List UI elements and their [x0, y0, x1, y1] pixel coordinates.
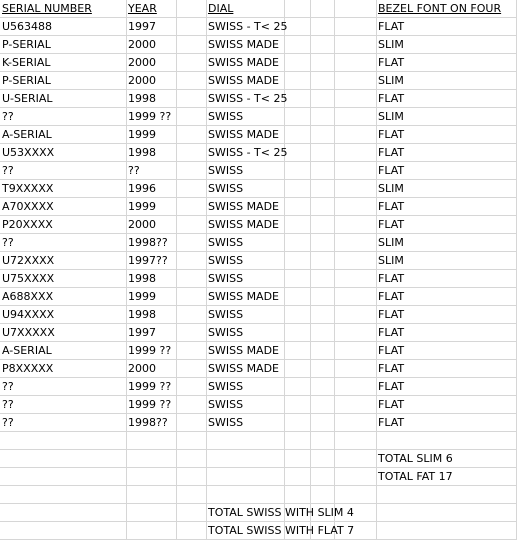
- header-cell[interactable]: [284, 0, 286, 18]
- table-cell[interactable]: [126, 504, 128, 522]
- table-cell[interactable]: SWISS: [208, 254, 244, 267]
- table-cell[interactable]: [334, 288, 336, 306]
- table-cell[interactable]: SWISS MADE: [208, 56, 280, 69]
- table-cell[interactable]: SWISS: [208, 398, 244, 411]
- table-cell[interactable]: [176, 360, 178, 378]
- table-cell[interactable]: [0, 504, 2, 522]
- table-cell[interactable]: [284, 288, 286, 306]
- table-cell[interactable]: P-SERIAL: [2, 74, 51, 87]
- table-cell[interactable]: SLIM: [378, 110, 404, 123]
- table-cell[interactable]: [334, 342, 336, 360]
- table-cell[interactable]: SWISS MADE: [208, 38, 280, 51]
- table-cell[interactable]: [334, 54, 336, 72]
- table-cell[interactable]: [334, 72, 336, 90]
- table-cell[interactable]: [284, 378, 286, 396]
- table-cell[interactable]: FLAT: [378, 398, 405, 411]
- table-cell[interactable]: [176, 234, 178, 252]
- table-cell[interactable]: [176, 54, 178, 72]
- table-cell[interactable]: [310, 54, 312, 72]
- table-cell[interactable]: [206, 468, 208, 486]
- table-cell[interactable]: [176, 126, 178, 144]
- table-cell[interactable]: P8XXXXX: [2, 362, 54, 375]
- table-cell[interactable]: [176, 108, 178, 126]
- table-cell[interactable]: [176, 18, 178, 36]
- table-cell[interactable]: [126, 522, 128, 540]
- table-cell[interactable]: SWISS MADE: [208, 218, 280, 231]
- table-cell[interactable]: [334, 504, 336, 522]
- table-cell[interactable]: [176, 90, 178, 108]
- header-cell[interactable]: [310, 0, 312, 18]
- table-cell[interactable]: [310, 198, 312, 216]
- table-cell[interactable]: [334, 108, 336, 126]
- table-row: [0, 162, 517, 180]
- table-cell[interactable]: 2000: [128, 362, 156, 375]
- table-cell[interactable]: 2000: [128, 74, 156, 87]
- table-cell[interactable]: [310, 288, 312, 306]
- table-cell[interactable]: [176, 72, 178, 90]
- table-cell[interactable]: [310, 270, 312, 288]
- table-cell[interactable]: SWISS MADE: [208, 362, 280, 375]
- header-cell[interactable]: YEAR: [128, 2, 157, 15]
- table-cell[interactable]: SWISS MADE: [208, 128, 280, 141]
- table-cell[interactable]: [334, 270, 336, 288]
- table-cell[interactable]: 1999 ??: [128, 344, 172, 357]
- table-cell[interactable]: [176, 288, 178, 306]
- header-row: [0, 0, 517, 18]
- table-cell[interactable]: [334, 36, 336, 54]
- table-cell[interactable]: FLAT: [378, 92, 405, 105]
- table-cell[interactable]: [334, 216, 336, 234]
- table-row: [0, 180, 517, 198]
- table-row: [0, 360, 517, 378]
- table-cell[interactable]: [334, 306, 336, 324]
- table-cell[interactable]: [334, 252, 336, 270]
- table-cell[interactable]: [376, 522, 378, 540]
- table-cell[interactable]: [334, 360, 336, 378]
- table-cell[interactable]: [310, 396, 312, 414]
- table-cell[interactable]: [284, 18, 286, 36]
- table-row: [0, 342, 517, 360]
- table-cell[interactable]: [176, 198, 178, 216]
- table-cell[interactable]: [284, 216, 286, 234]
- table-cell[interactable]: [176, 432, 178, 450]
- table-cell[interactable]: [310, 216, 312, 234]
- table-cell[interactable]: [310, 468, 312, 486]
- table-row: [0, 234, 517, 252]
- table-cell[interactable]: FLAT: [378, 20, 405, 33]
- table-cell[interactable]: [176, 342, 178, 360]
- table-cell[interactable]: SLIM: [378, 182, 404, 195]
- table-cell[interactable]: [310, 234, 312, 252]
- table-cell[interactable]: FLAT: [378, 344, 405, 357]
- table-cell[interactable]: SLIM: [378, 38, 404, 51]
- table-cell[interactable]: [176, 36, 178, 54]
- table-cell[interactable]: [334, 522, 336, 540]
- table-cell[interactable]: 1998: [128, 92, 156, 105]
- table-row: [0, 270, 517, 288]
- table-cell[interactable]: [310, 306, 312, 324]
- table-cell[interactable]: [310, 180, 312, 198]
- table-row: [0, 126, 517, 144]
- table-row: [0, 108, 517, 126]
- table-cell[interactable]: [284, 72, 286, 90]
- table-cell[interactable]: [176, 270, 178, 288]
- table-cell[interactable]: [310, 18, 312, 36]
- table-cell[interactable]: U563488: [2, 20, 53, 33]
- table-cell[interactable]: ??: [2, 164, 14, 177]
- table-cell[interactable]: [334, 126, 336, 144]
- table-cell[interactable]: [284, 486, 286, 504]
- table-cell[interactable]: SWISS: [208, 272, 244, 285]
- table-cell[interactable]: [284, 144, 286, 162]
- table-row: [0, 90, 517, 108]
- table-cell[interactable]: SLIM: [378, 74, 404, 87]
- table-cell[interactable]: FLAT: [378, 326, 405, 339]
- table-cell[interactable]: [310, 522, 312, 540]
- table-cell[interactable]: [284, 234, 286, 252]
- table-row: [0, 306, 517, 324]
- table-cell[interactable]: [284, 342, 286, 360]
- table-cell[interactable]: [310, 414, 312, 432]
- table-row: [0, 468, 517, 486]
- table-cell[interactable]: K-SERIAL: [2, 56, 51, 69]
- table-cell[interactable]: [334, 324, 336, 342]
- table-cell[interactable]: 1996: [128, 182, 156, 195]
- table-cell[interactable]: [284, 198, 286, 216]
- table-cell[interactable]: 1997??: [128, 254, 168, 267]
- table-cell[interactable]: 1998??: [128, 416, 168, 429]
- table-cell[interactable]: SWISS MADE: [208, 344, 280, 357]
- table-cell[interactable]: 2000: [128, 218, 156, 231]
- table-cell[interactable]: 1997: [128, 326, 156, 339]
- table-cell[interactable]: ??: [2, 398, 14, 411]
- table-cell[interactable]: [284, 54, 286, 72]
- table-cell[interactable]: [310, 342, 312, 360]
- table-cell[interactable]: SWISS - T< 25: [208, 92, 288, 105]
- table-cell[interactable]: TOTAL SWISS WITH FLAT 7: [208, 524, 355, 537]
- header-cell[interactable]: BEZEL FONT ON FOUR: [378, 2, 502, 15]
- table-cell[interactable]: [310, 108, 312, 126]
- header-cell[interactable]: SERIAL NUMBER: [2, 2, 92, 15]
- table-cell[interactable]: SWISS - T< 25: [208, 20, 288, 33]
- table-cell[interactable]: 1999: [128, 200, 156, 213]
- table-row: [0, 18, 517, 36]
- table-cell[interactable]: P-SERIAL: [2, 38, 51, 51]
- table-cell[interactable]: [334, 378, 336, 396]
- table-cell[interactable]: [0, 522, 2, 540]
- table-row: [0, 378, 517, 396]
- table-cell[interactable]: 1999 ??: [128, 380, 172, 393]
- table-row: [0, 72, 517, 90]
- table-cell[interactable]: TOTAL SLIM 6: [378, 452, 453, 465]
- table-cell[interactable]: [176, 504, 178, 522]
- table-cell[interactable]: SLIM: [378, 236, 404, 249]
- table-cell[interactable]: [284, 504, 286, 522]
- table-cell[interactable]: ??: [2, 416, 14, 429]
- table-cell[interactable]: [284, 252, 286, 270]
- table-cell[interactable]: FLAT: [378, 200, 405, 213]
- table-cell[interactable]: SWISS: [208, 326, 244, 339]
- table-cell[interactable]: [334, 162, 336, 180]
- table-cell[interactable]: [0, 450, 2, 468]
- table-cell[interactable]: [310, 450, 312, 468]
- table-cell[interactable]: [206, 432, 208, 450]
- table-cell[interactable]: [310, 378, 312, 396]
- table-cell[interactable]: [334, 468, 336, 486]
- table-cell[interactable]: [176, 414, 178, 432]
- table-cell[interactable]: [206, 450, 208, 468]
- table-cell[interactable]: [334, 432, 336, 450]
- table-cell[interactable]: A688XXX: [2, 290, 54, 303]
- table-cell[interactable]: ??: [128, 164, 140, 177]
- table-cell[interactable]: FLAT: [378, 164, 405, 177]
- table-cell[interactable]: FLAT: [378, 380, 405, 393]
- table-cell[interactable]: [284, 270, 286, 288]
- table-cell[interactable]: [284, 108, 286, 126]
- table-cell[interactable]: 1999: [128, 128, 156, 141]
- table-cell[interactable]: [284, 360, 286, 378]
- table-cell[interactable]: SWISS: [208, 164, 244, 177]
- table-cell[interactable]: [284, 306, 286, 324]
- table-cell[interactable]: FLAT: [378, 362, 405, 375]
- table-cell[interactable]: [310, 324, 312, 342]
- table-cell[interactable]: [206, 486, 208, 504]
- table-cell[interactable]: [284, 450, 286, 468]
- table-cell[interactable]: [310, 432, 312, 450]
- table-cell[interactable]: [176, 450, 178, 468]
- table-cell[interactable]: [176, 486, 178, 504]
- table-cell[interactable]: [0, 432, 2, 450]
- table-cell[interactable]: SWISS MADE: [208, 200, 280, 213]
- table-row: [0, 414, 517, 432]
- table-cell[interactable]: U94XXXX: [2, 308, 55, 321]
- table-cell[interactable]: 2000: [128, 56, 156, 69]
- table-cell[interactable]: A-SERIAL: [2, 344, 52, 357]
- table-cell[interactable]: [126, 432, 128, 450]
- table-cell[interactable]: U53XXXX: [2, 146, 55, 159]
- table-cell[interactable]: A70XXXX: [2, 200, 54, 213]
- table-row: [0, 144, 517, 162]
- table-cell[interactable]: [176, 216, 178, 234]
- table-cell[interactable]: [284, 36, 286, 54]
- table-cell[interactable]: [310, 72, 312, 90]
- table-cell[interactable]: [176, 162, 178, 180]
- table-cell[interactable]: 1998??: [128, 236, 168, 249]
- table-cell[interactable]: [310, 252, 312, 270]
- table-cell[interactable]: U-SERIAL: [2, 92, 53, 105]
- table-cell[interactable]: U75XXXX: [2, 272, 55, 285]
- table-cell[interactable]: TOTAL SWISS WITH SLIM 4: [208, 506, 354, 519]
- table-row: [0, 504, 517, 522]
- table-cell[interactable]: [284, 90, 286, 108]
- table-cell[interactable]: TOTAL FAT 17: [378, 470, 453, 483]
- table-cell[interactable]: P20XXXX: [2, 218, 53, 231]
- table-cell[interactable]: [284, 432, 286, 450]
- table-cell[interactable]: FLAT: [378, 56, 405, 69]
- table-cell[interactable]: [176, 252, 178, 270]
- table-cell[interactable]: 1999 ??: [128, 398, 172, 411]
- table-cell[interactable]: [284, 414, 286, 432]
- table-row: [0, 54, 517, 72]
- table-cell[interactable]: [310, 504, 312, 522]
- table-cell[interactable]: [334, 234, 336, 252]
- table-cell[interactable]: [176, 378, 178, 396]
- table-cell[interactable]: 1999: [128, 290, 156, 303]
- table-cell[interactable]: FLAT: [378, 308, 405, 321]
- table-cell[interactable]: [0, 468, 2, 486]
- table-cell[interactable]: [176, 180, 178, 198]
- table-cell[interactable]: [284, 324, 286, 342]
- table-cell[interactable]: FLAT: [378, 128, 405, 141]
- table-cell[interactable]: SWISS: [208, 380, 244, 393]
- table-cell[interactable]: ??: [2, 110, 14, 123]
- table-cell[interactable]: SWISS MADE: [208, 290, 280, 303]
- table-cell[interactable]: [334, 144, 336, 162]
- table-row: [0, 252, 517, 270]
- table-cell[interactable]: [126, 468, 128, 486]
- table-cell[interactable]: [376, 486, 378, 504]
- table-cell[interactable]: SWISS - T< 25: [208, 146, 288, 159]
- table-cell[interactable]: [334, 198, 336, 216]
- table-cell[interactable]: [334, 414, 336, 432]
- table-cell[interactable]: U72XXXX: [2, 254, 55, 267]
- table-cell[interactable]: [334, 180, 336, 198]
- table-row: [0, 216, 517, 234]
- table-row: [0, 522, 517, 540]
- table-cell[interactable]: ??: [2, 236, 14, 249]
- table-cell[interactable]: [310, 126, 312, 144]
- table-row: [0, 36, 517, 54]
- table-cell[interactable]: SWISS: [208, 182, 244, 195]
- table-cell[interactable]: 1998: [128, 272, 156, 285]
- table-cell[interactable]: [176, 324, 178, 342]
- table-cell[interactable]: [284, 180, 286, 198]
- table-cell[interactable]: [176, 522, 178, 540]
- table-cell[interactable]: [0, 486, 2, 504]
- table-cell[interactable]: [284, 162, 286, 180]
- table-row: [0, 486, 517, 504]
- table-cell[interactable]: 2000: [128, 38, 156, 51]
- table-row: [0, 396, 517, 414]
- table-cell[interactable]: SWISS: [208, 308, 244, 321]
- table-cell[interactable]: [176, 468, 178, 486]
- table-cell[interactable]: A-SERIAL: [2, 128, 52, 141]
- table-cell[interactable]: FLAT: [378, 272, 405, 285]
- table-cell[interactable]: [310, 90, 312, 108]
- table-cell[interactable]: [176, 144, 178, 162]
- table-cell[interactable]: 1998: [128, 308, 156, 321]
- table-cell[interactable]: T9XXXXX: [2, 182, 54, 195]
- table-cell[interactable]: FLAT: [378, 290, 405, 303]
- header-cell[interactable]: DIAL: [208, 2, 234, 15]
- table-cell[interactable]: FLAT: [378, 416, 405, 429]
- table-cell[interactable]: 1997: [128, 20, 156, 33]
- table-cell[interactable]: 1998: [128, 146, 156, 159]
- table-cell[interactable]: [284, 468, 286, 486]
- table-cell[interactable]: [310, 360, 312, 378]
- table-cell[interactable]: [376, 504, 378, 522]
- table-cell[interactable]: [334, 18, 336, 36]
- table-cell[interactable]: [310, 486, 312, 504]
- table-cell[interactable]: SWISS: [208, 110, 244, 123]
- table-cell[interactable]: [176, 396, 178, 414]
- table-cell[interactable]: SWISS: [208, 236, 244, 249]
- table-cell[interactable]: SWISS: [208, 416, 244, 429]
- table-cell[interactable]: [284, 522, 286, 540]
- table-row: [0, 324, 517, 342]
- table-cell[interactable]: [284, 396, 286, 414]
- table-cell[interactable]: [310, 36, 312, 54]
- table-cell[interactable]: [126, 486, 128, 504]
- table-cell[interactable]: ??: [2, 380, 14, 393]
- table-cell[interactable]: 1999 ??: [128, 110, 172, 123]
- header-cell[interactable]: [176, 0, 178, 18]
- table-row: [0, 450, 517, 468]
- table-cell[interactable]: [334, 486, 336, 504]
- table-row: [0, 288, 517, 306]
- table-cell[interactable]: [284, 126, 286, 144]
- table-cell[interactable]: FLAT: [378, 146, 405, 159]
- table-cell[interactable]: [334, 450, 336, 468]
- header-cell[interactable]: [334, 0, 336, 18]
- table-cell[interactable]: [334, 396, 336, 414]
- table-row: [0, 198, 517, 216]
- table-row: [0, 432, 517, 450]
- table-cell[interactable]: [334, 90, 336, 108]
- table-cell[interactable]: SLIM: [378, 254, 404, 267]
- table-cell[interactable]: U7XXXXX: [2, 326, 55, 339]
- table-cell[interactable]: [310, 162, 312, 180]
- table-cell[interactable]: SWISS MADE: [208, 74, 280, 87]
- table-cell[interactable]: [310, 144, 312, 162]
- table-cell[interactable]: FLAT: [378, 218, 405, 231]
- table-cell[interactable]: [176, 306, 178, 324]
- table-cell[interactable]: [126, 450, 128, 468]
- table-cell[interactable]: [376, 432, 378, 450]
